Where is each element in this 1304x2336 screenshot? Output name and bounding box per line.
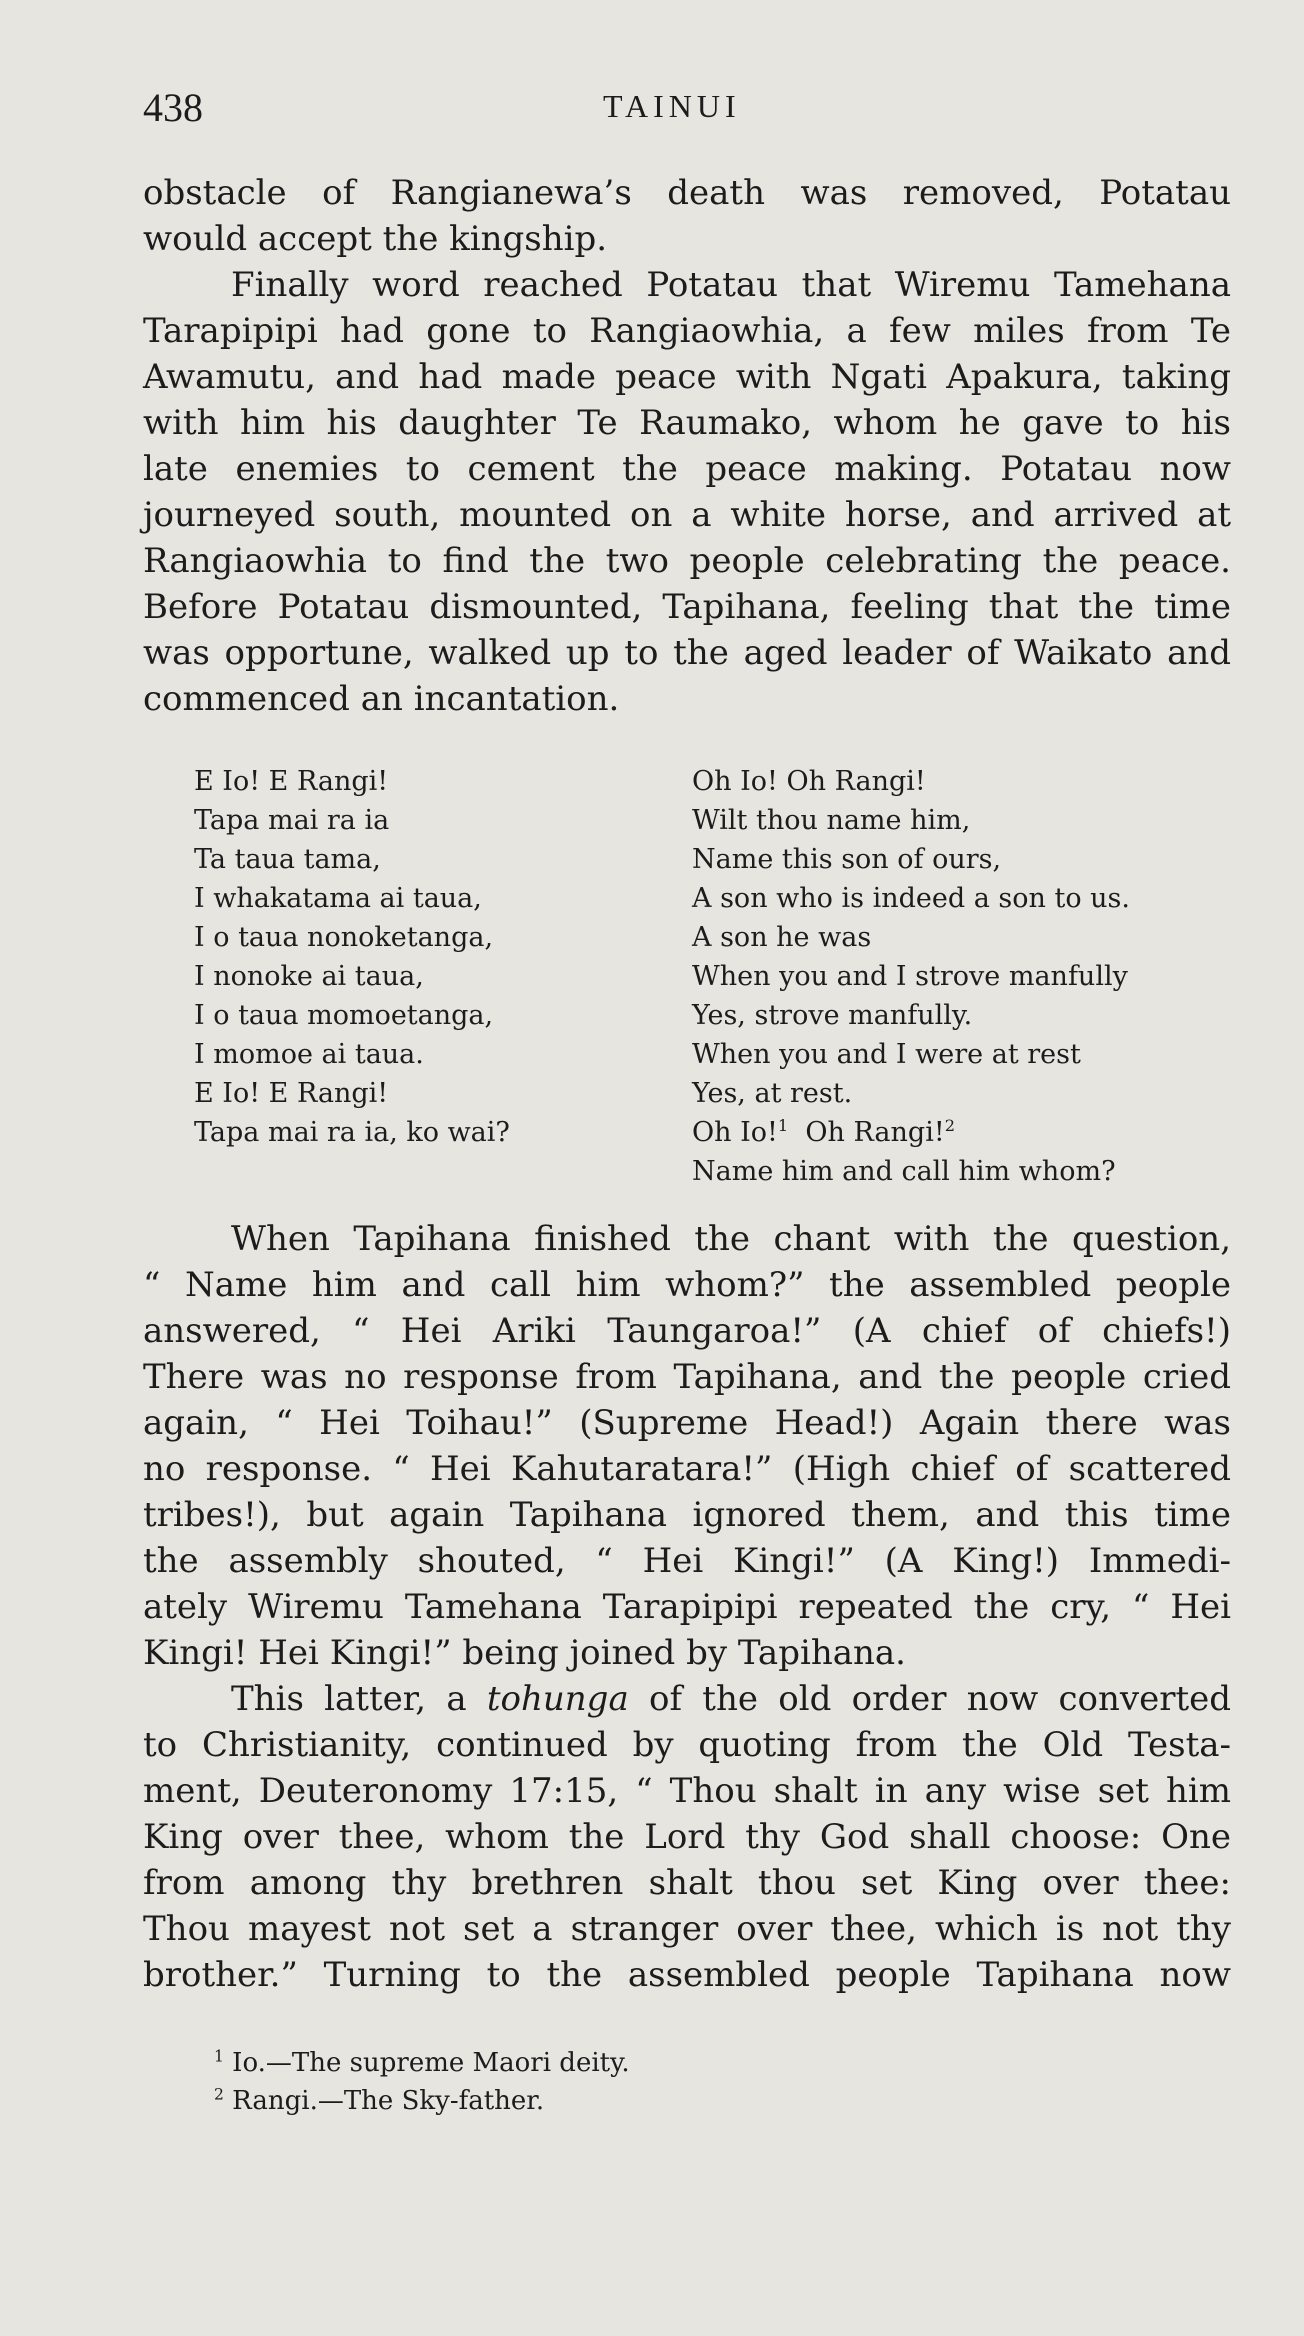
text-line — [143, 1676, 1231, 1722]
text-line: ately Wiremu Tamehana Tarapipipi repeated the cry, “ Hei — [143, 1587, 1231, 1627]
paragraph-4 — [143, 1676, 1231, 1998]
text-line: journeyed south, mounted on a white horse, and arrived at — [143, 495, 1231, 535]
footnote-ref-1: 1 — [777, 1116, 789, 1135]
text-line: Thou mayest not set a stranger over thee, which is not thy — [143, 1909, 1231, 1949]
text-line: the assembly shouted, “ Hei Kingi!” (A King!) Immedi- — [143, 1541, 1231, 1581]
footnote-mark: 2 — [214, 2085, 224, 2104]
footnote-mark: 1 — [214, 2047, 224, 2066]
chant-line-english: Wilt thou name him, — [692, 805, 971, 836]
footnotes — [214, 2044, 630, 2120]
chant-line-english: Name him and call him whom? — [692, 1156, 1116, 1187]
chant-line-english-footnoted — [692, 1113, 1130, 1152]
text-line: obstacle of Rangianewa’s death was removed, Potatau — [143, 173, 1231, 213]
text-line: There was no response from Tapihana, and the people cried — [143, 1357, 1231, 1397]
chant-line-maori: Ta taua tama, — [194, 844, 381, 875]
text-line: no response. “ Hei Kahutaratara!” (High chief of scattered — [143, 1449, 1231, 1489]
chant-english-column — [692, 762, 1130, 1191]
chant-line-maori: Tapa mai ra ia — [194, 805, 390, 836]
chant-line-maori: Tapa mai ra ia, ko wai? — [194, 1117, 510, 1148]
chant-line-english: Yes, at rest. — [692, 1078, 853, 1109]
chant-line-english: A son he was — [692, 922, 872, 953]
chant-fragment: Oh Io! — [692, 1117, 778, 1148]
page-number: 438 — [143, 85, 203, 130]
text-line: again, “ Hei Toihau!” (Supreme Head!) Again there was — [143, 1403, 1231, 1443]
chant-line-maori: I nonoke ai taua, — [194, 961, 424, 992]
text-line: Tarapipipi had gone to Rangiaowhia, a few miles from Te — [143, 311, 1231, 351]
text-fragment: This latter, a — [231, 1679, 487, 1719]
footnote-2 — [214, 2082, 630, 2120]
text-fragment: of the old order now converted — [628, 1679, 1231, 1719]
footnote-1 — [214, 2044, 630, 2082]
text-line: Kingi! Hei Kingi!” being joined by Tapihana. — [143, 1633, 906, 1673]
chant-maori-column — [194, 762, 510, 1152]
text-line: commenced an incantation. — [143, 679, 620, 719]
text-line: tribes!), but again Tapihana ignored them, and this time — [143, 1495, 1231, 1535]
text-line: When Tapihana finished the chant with the question, — [231, 1219, 1231, 1259]
chant-line-maori: I whakatama ai taua, — [194, 883, 482, 914]
chant-line-maori: I o taua momoetanga, — [194, 1000, 494, 1031]
chant-line-maori: E Io! E Rangi! — [194, 766, 389, 797]
text-line: Finally word reached Potatau that Wiremu Tamehana — [231, 265, 1231, 305]
chant-line-english: A son who is indeed a son to us. — [692, 883, 1130, 914]
footnote-text: Io.—The supreme Maori deity. — [223, 2048, 630, 2078]
page-header — [143, 84, 1224, 134]
text-line: King over thee, whom the Lord thy God shall choose: One — [143, 1817, 1231, 1857]
chant-line-english: When you and I were at rest — [692, 1039, 1081, 1070]
text-line: answered, “ Hei Ariki Taungaroa!” (A chief of chiefs!) — [143, 1311, 1231, 1351]
paragraph-3 — [143, 1216, 1231, 1676]
chant-line-english: Name this son of ours, — [692, 844, 1002, 875]
text-line: Awamutu, and had made peace with Ngati Apakura, taking — [143, 357, 1231, 397]
footnote-text: Rangi.—The Sky-father. — [223, 2086, 545, 2116]
running-head: TAINUI — [603, 88, 741, 124]
italic-term: tohunga — [486, 1679, 629, 1719]
chant-line-english: Yes, strove manfully. — [692, 1000, 973, 1031]
text-line: “ Name him and call him whom?” the assembled people — [143, 1265, 1231, 1305]
text-line: with him his daughter Te Raumako, whom he gave to his — [143, 403, 1231, 443]
text-line: from among thy brethren shalt thou set King over thee: — [143, 1863, 1231, 1903]
text-line: Rangiaowhia to find the two people celebrating the peace. — [143, 541, 1231, 581]
footnote-ref-2: 2 — [944, 1116, 955, 1135]
chant-line-maori: I o taua nonoketanga, — [194, 922, 494, 953]
text-line: was opportune, walked up to the aged leader of Waikato and — [143, 633, 1231, 673]
paragraph-2 — [143, 262, 1231, 722]
chant-line-maori: E Io! E Rangi! — [194, 1078, 389, 1109]
text-line: brother.” Turning to the assembled people Tapihana now — [143, 1955, 1231, 1995]
chant-line-maori: I momoe ai taua. — [194, 1039, 424, 1070]
text-line: Before Potatau dismounted, Tapihana, feeling that the time — [143, 587, 1231, 627]
text-line: to Christianity, continued by quoting from the Old Testa- — [143, 1725, 1231, 1765]
text-line: would accept the kingship. — [143, 219, 608, 259]
chant-line-english: Oh Io! Oh Rangi! — [692, 766, 926, 797]
chant-fragment: Oh Rangi! — [805, 1117, 945, 1148]
chant-line-english: When you and I strove manfully — [692, 961, 1128, 992]
text-line: ment, Deuteronomy 17:15, “ Thou shalt in any wise set him — [143, 1771, 1231, 1811]
paragraph-1 — [143, 170, 1231, 262]
text-line: late enemies to cement the peace making. Potatau now — [143, 449, 1231, 489]
chant-block — [194, 762, 1254, 1187]
